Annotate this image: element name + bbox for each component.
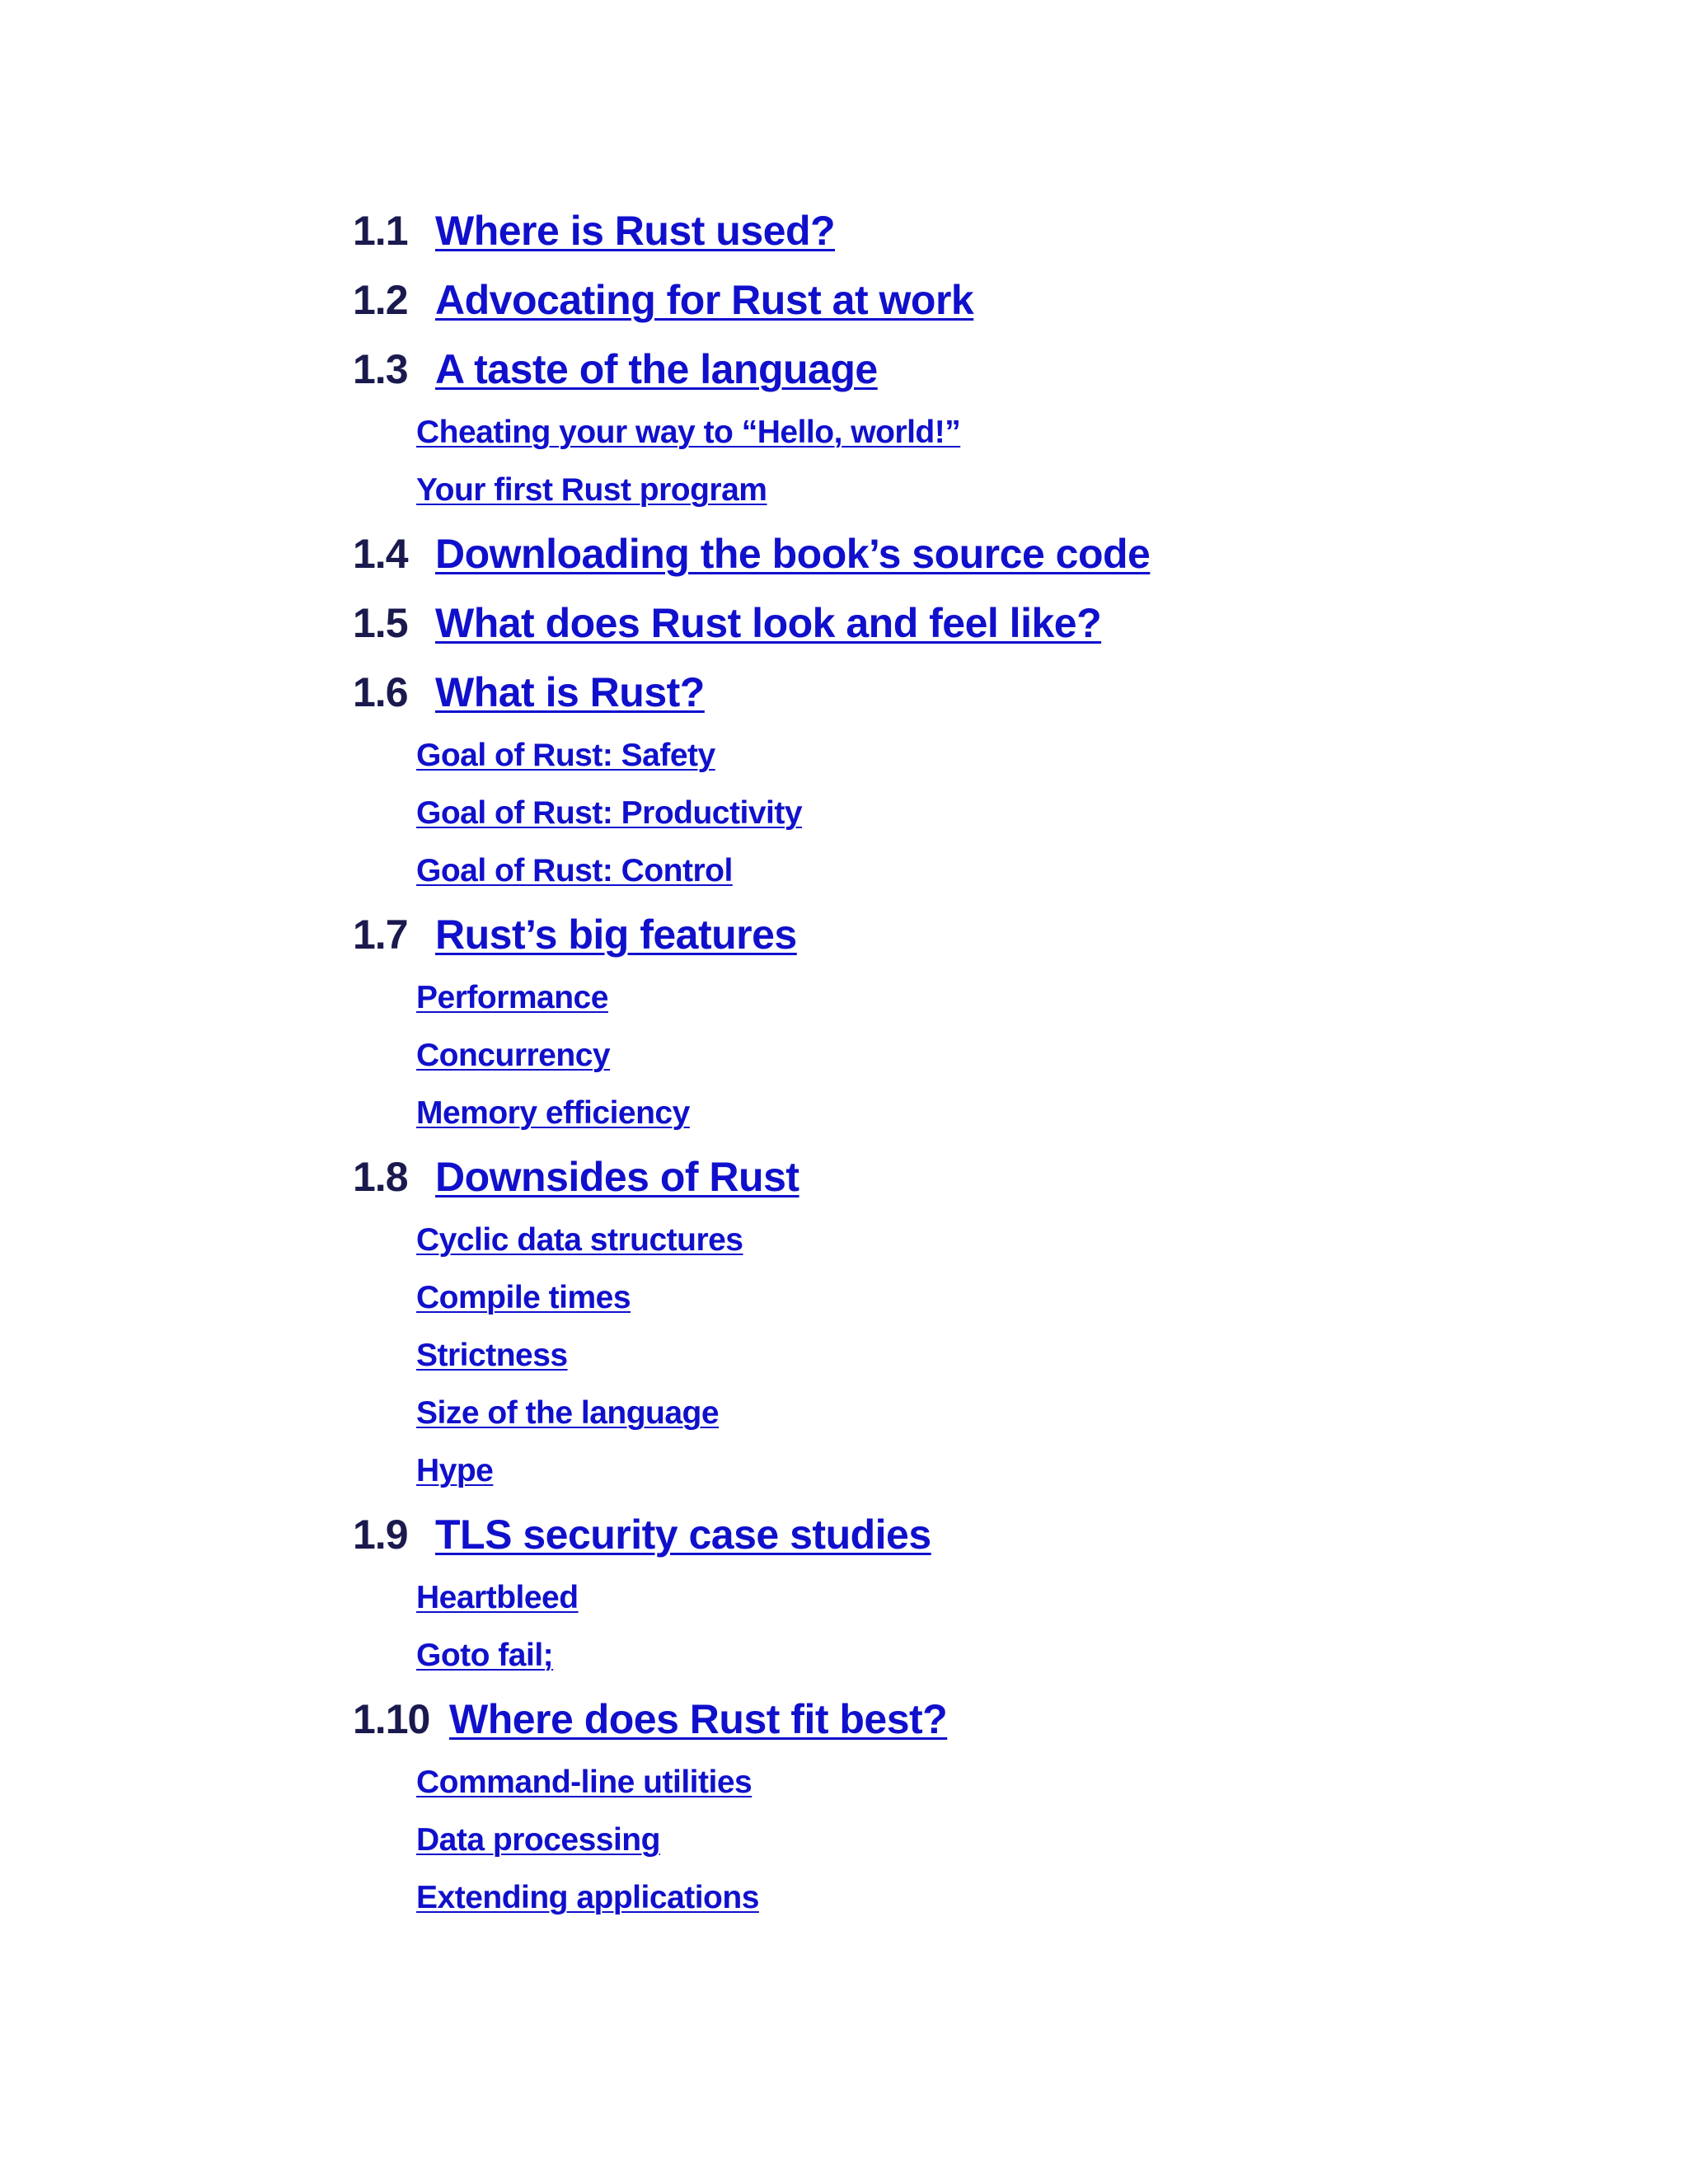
toc-subsection	[353, 1442, 1507, 1500]
section-number: 1.5	[353, 600, 408, 646]
section-link[interactable]: Advocating for Rust at work	[435, 277, 974, 323]
subsection-link[interactable]: Extending applications	[416, 1880, 759, 1915]
section-number: 1.6	[353, 669, 408, 715]
section-number: 1.4	[353, 531, 408, 577]
toc-section	[353, 335, 1507, 404]
section-number: 1.8	[353, 1154, 408, 1200]
table-of-contents	[353, 196, 1507, 1927]
toc-subsection	[353, 1269, 1507, 1327]
subsection-link[interactable]: Goal of Rust: Productivity	[416, 795, 803, 831]
subsection-link[interactable]: Goal of Rust: Control	[416, 853, 733, 888]
section-number: 1.3	[353, 346, 408, 392]
section-link[interactable]: Where does Rust fit best?	[449, 1696, 948, 1742]
subsection-link[interactable]: Data processing	[416, 1822, 660, 1858]
section-link[interactable]: TLS security case studies	[435, 1511, 931, 1558]
subsection-link[interactable]: Goal of Rust: Safety	[416, 738, 715, 773]
toc-section	[353, 1142, 1507, 1212]
toc-section	[353, 265, 1507, 335]
toc-subsection	[353, 1627, 1507, 1685]
toc-subsection	[353, 1869, 1507, 1927]
toc-section	[353, 658, 1507, 727]
subsection-link[interactable]: Goto fail;	[416, 1638, 554, 1673]
toc-subsection	[353, 842, 1507, 900]
section-link[interactable]: Downsides of Rust	[435, 1154, 799, 1200]
section-number: 1.1	[353, 208, 408, 254]
toc-section	[353, 588, 1507, 658]
subsection-link[interactable]: Compile times	[416, 1280, 631, 1315]
toc-subsection	[353, 785, 1507, 842]
section-link[interactable]: Where is Rust used?	[435, 208, 836, 254]
toc-subsection	[353, 1212, 1507, 1269]
toc-subsection	[353, 1754, 1507, 1811]
toc-section	[353, 900, 1507, 969]
section-number: 1.2	[353, 277, 408, 323]
toc-subsection	[353, 1811, 1507, 1869]
section-link[interactable]: A taste of the language	[435, 346, 878, 392]
section-link[interactable]: Rust’s big features	[435, 912, 797, 958]
subsection-link[interactable]: Hype	[416, 1453, 494, 1488]
toc-subsection	[353, 1385, 1507, 1442]
subsection-link[interactable]: Concurrency	[416, 1038, 611, 1073]
subsection-link[interactable]: Cyclic data structures	[416, 1222, 743, 1258]
subsection-link[interactable]: Performance	[416, 980, 608, 1015]
section-link[interactable]: What is Rust?	[435, 669, 705, 715]
subsection-link[interactable]: Command-line utilities	[416, 1765, 753, 1800]
section-number: 1.9	[353, 1511, 408, 1558]
toc-subsection	[353, 404, 1507, 462]
subsection-link[interactable]: Size of the language	[416, 1395, 720, 1431]
toc-subsection	[353, 1327, 1507, 1385]
subsection-link[interactable]: Memory efficiency	[416, 1095, 690, 1131]
toc-section	[353, 519, 1507, 588]
toc-section	[353, 1685, 1507, 1754]
subsection-link[interactable]: Cheating your way to “Hello, world!”	[416, 415, 961, 450]
toc-subsection	[353, 1085, 1507, 1142]
toc-subsection	[353, 462, 1507, 519]
toc-subsection	[353, 969, 1507, 1027]
toc-subsection	[353, 727, 1507, 785]
toc-section	[353, 1500, 1507, 1569]
section-number: 1.10	[353, 1696, 430, 1742]
section-number: 1.7	[353, 912, 408, 958]
toc-subsection	[353, 1027, 1507, 1085]
section-link[interactable]: What does Rust look and feel like?	[435, 600, 1102, 646]
toc-section	[353, 196, 1507, 265]
toc-subsection	[353, 1569, 1507, 1627]
section-link[interactable]: Downloading the book’s source code	[435, 531, 1151, 577]
subsection-link[interactable]: Heartbleed	[416, 1580, 579, 1615]
subsection-link[interactable]: Strictness	[416, 1338, 568, 1373]
subsection-link[interactable]: Your first Rust program	[416, 472, 767, 508]
